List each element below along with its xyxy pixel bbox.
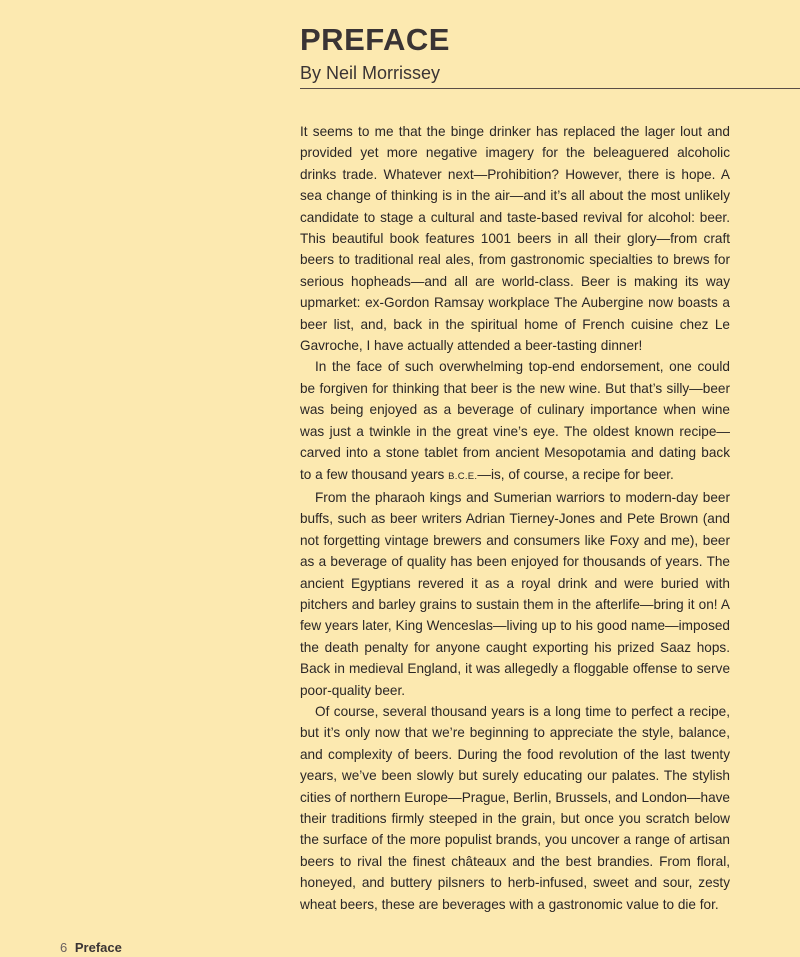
paragraph-2 — [300, 356, 730, 486]
page-title: PREFACE — [300, 22, 450, 57]
paragraph-2-text: In the face of such overwhelming top-end endorsement, one could be forgiven for thinking that beer is the new wine. But that’s silly—beer was being enjoyed as a beverage of culinary importance when wine was just a twinkle in the great vine’s eye. The oldest known recipe—carved into a stone tablet from ancient Mesopotamia and dating back to a few thousand years — [300, 359, 730, 482]
footer-section-name: Preface — [74, 940, 122, 955]
page-number: 6 — [60, 940, 68, 955]
header-divider — [300, 88, 800, 89]
era-abbreviation: B.C.E. — [448, 470, 478, 482]
author-byline: By Neil Morrissey — [300, 63, 441, 83]
paragraph-2-text-end: —is, of course, a recipe for beer. — [477, 466, 674, 482]
paragraph-4: Of course, several thousand years is a long time to perfect a recipe, but it’s only now that we’re beginning to appreciate the style, balance, and complexity of beers. During the food revolution of the last twenty years, we’ve been slowly but surely educating our palates. The stylish cities of northern Europe—Prague, Berlin, Brussels, and London—have their traditions firmly steeped in the grain, but once you scratch below the surface of the more populist brands, you uncover a range of artisan beers to rival the finest châteaux and the best brandies. From floral, honeyed, and buttery pilsners to herb-infused, sweet and sour, zesty wheat beers, these are beverages with a gastronomic value to die for. — [300, 703, 730, 912]
paragraph-1: It seems to me that the binge drinker has replaced the lager lout and provided yet more negative imagery for the beleaguered alcoholic drinks trade. Whatever next—Prohibition? However, there is hope. A sea change of thinking is in the air—and it’s all about the most unlikely candidate to stage a cultural and taste-based revival for alcohol: beer. This beautiful book features 1001 beers in all their glory—from craft beers to traditional real ales, from gastronomic specialties to brews for serious hopheads—and all are world-class. Beer is making its way upmarket: ex-Gordon Ramsay workplace The Aubergine now boasts a beer list, and, back in the spiritual home of French cuisine chez Le Gavroche, I have actually attended a beer-tasting dinner! — [300, 124, 730, 354]
preface-body — [300, 121, 730, 915]
paragraph-3: From the pharaoh kings and Sumerian warriors to modern-day beer buffs, such as beer writers Adrian Tierney-Jones and Pete Brown (and not forgetting vintage brewers and consumers like Foxy and me), beer as a beverage of quality has been enjoyed for thousands of years. The ancient Egyptians revered it as a royal drink and were buried with pitchers and barley grains to sustain them in the afterlife—bring it on! A few years later, King Wenceslas—living up to his good name—imposed the death penalty for anyone caught exporting his prized Saaz hops. Back in medieval England, it was allegedly a floggable offense to serve poor-quality beer. — [300, 489, 730, 698]
page-footer — [60, 940, 122, 955]
